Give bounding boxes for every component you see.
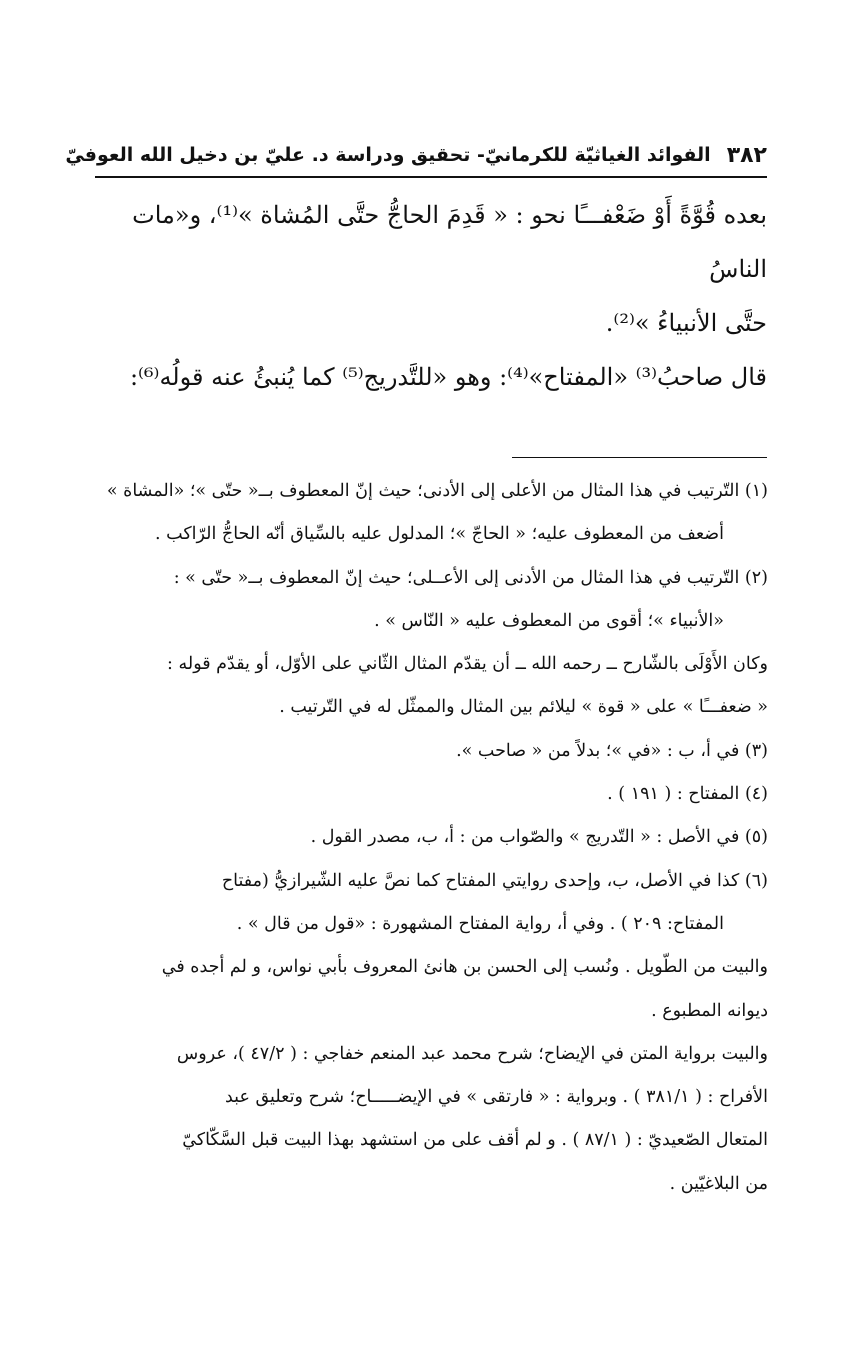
footnote-6-paragraph-continuation: ديوانه المطبوع . <box>651 1000 768 1021</box>
footnote-6-paragraph-continuation: من البلاغيّين . <box>669 1173 768 1194</box>
footnote-5: (٥) في الأصل : « التّدريج » والصّواب من : أ، ب، مصدر القول . <box>310 827 768 848</box>
main-text <box>95 188 767 404</box>
footnote-separator <box>512 457 767 458</box>
footnotes <box>68 470 768 1206</box>
footnote-1: (١) التّرتيب في هذا المثال من الأعلى إلى الأدنى؛ حيث إنّ المعطوف بــ« حتّى »؛ «المشاة » <box>106 481 768 501</box>
footnote-6-paragraph: والبيت من الطّويل . ونُسب إلى الحسن بن هانئ المعروف بأبي نواس، و لم أجده في <box>161 957 768 978</box>
footnote-6-paragraph-continuation: المتعال الصّعيديّ : ( ٨٧/١ ) . و لم أقف على من استشهد بهذا البيت قبل السَّكّاكيّ <box>182 1130 768 1151</box>
footnote-2: (٢) التّرتيب في هذا المثال من الأدنى إلى الأعــلى؛ حيث إنّ المعطوف بــ« حتّى » : <box>173 567 768 588</box>
footnote-6-continuation: المفتاح: ٢٠٩ ) . وفي أ، رواية المفتاح المشهورة : «قول من قال » . <box>236 913 724 934</box>
main-line: قال صاحبُ⁽³⁾ «المفتاح»⁽⁴⁾: وهو «للتَّدريج⁽⁵⁾ كما يُنبئُ عنه قولُه⁽⁶⁾: <box>129 363 767 391</box>
footnote-3: (٣) في أ، ب : «في »؛ بدلاً من « صاحب ». <box>456 740 768 761</box>
footnote-6-paragraph-continuation: الأفراح : ( ٣٨١/١ ) . وبرواية : « فارتقى » في الإيضـــــاح؛ شرح وتعليق عبد <box>224 1087 768 1108</box>
footnote-2-paragraph: وكان الأَوْلَى بالشّارح ــ رحمه الله ــ أن يقدّم المثال الثّاني على الأوّل، أو يقدّم قوله : <box>167 654 768 675</box>
footnote-6: (٦) كذا في الأصل، ب، وإحدى روايتي المفتاح كما نصَّ عليه الشّيرازيُّ (مفتاح <box>221 870 768 891</box>
header-rule <box>95 176 767 178</box>
footnote-1-continuation: أضعف من المعطوف عليه؛ « الحاجّ »؛ المدلول عليه بالسِّياق أنّه الحاجُّ الرّاكب . <box>155 524 724 545</box>
footnote-4: (٤) المفتاح : ( ١٩١ ) . <box>607 784 768 805</box>
footnote-6-paragraph: والبيت برواية المتن في الإيضاح؛ شرح محمد عبد المنعم خفاجي : ( ٤٧/٢ )، عروس <box>176 1043 768 1064</box>
footnote-2-continuation: «الأنبياء »؛ أقوى من المعطوف عليه « النّاس » . <box>374 610 724 631</box>
main-line: بعده قُوَّةً أَوْ ضَعْفـــًا نحو : « قَدِمَ الحاجُّ حتَّى المُشاة »⁽¹⁾، و«مات الناسُ <box>132 201 767 283</box>
running-head <box>65 138 767 172</box>
footnote-2-paragraph-continuation: « ضعفـــًا » على « قوة » ليلائم بين المثال والممثّل له في التّرتيب . <box>279 697 768 718</box>
page-number: ٣٨٢ <box>726 142 767 168</box>
main-line: حتَّى الأنبياءُ »⁽²⁾. <box>605 309 767 337</box>
running-title: الفوائد الغياثيّة للكرمانيّ- تحقيق ودراسة د. عليّ بن دخيل الله العوفيّ <box>65 144 711 166</box>
